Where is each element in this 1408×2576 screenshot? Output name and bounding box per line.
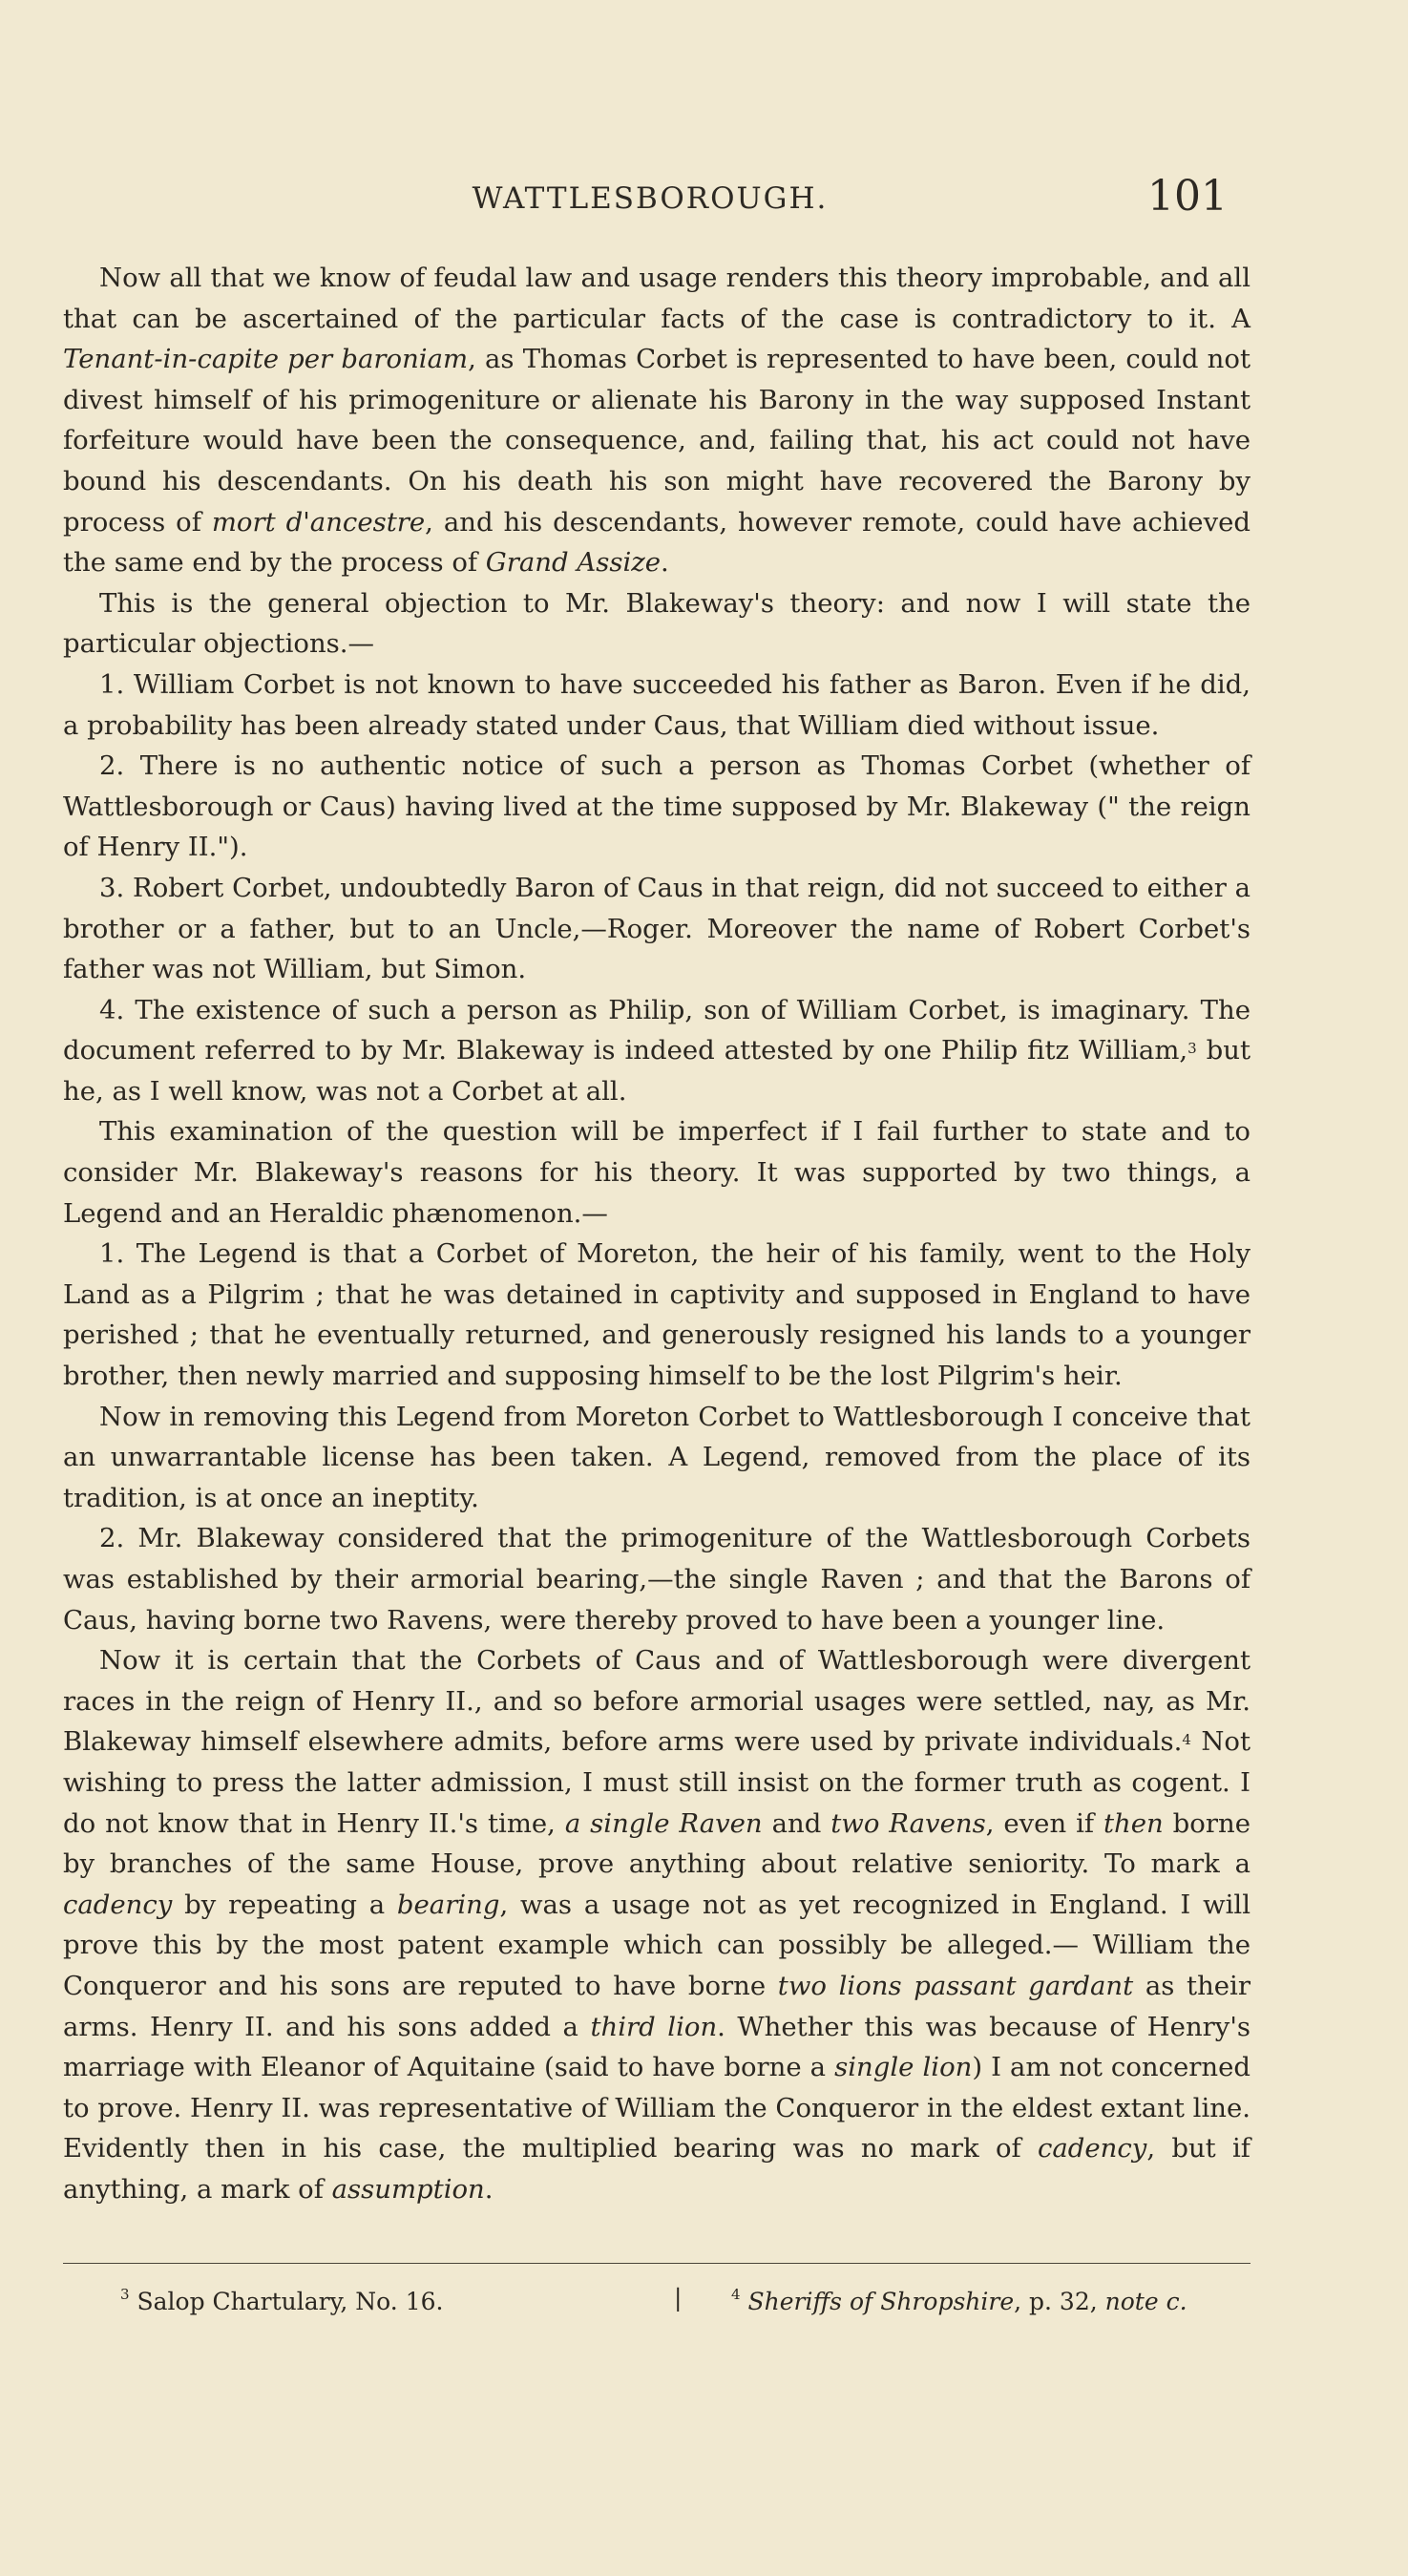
footnote-4 [731, 2288, 1187, 2315]
paragraph [63, 1111, 1250, 1234]
text-run: , as Thomas Corbet is represented to have been, could not divest himself of his primogeniture or alienate his Barony in the way supposed Instant forfeiture would have been the consequence, and, failing that, his act could not have bound his descendants. On his death his son might have recovered the Barony by process of [63, 344, 1250, 538]
text-run: 1. The Legend is that a Corbet of Moreton, the heir of his family, went to the Holy Land as a Pilgrim ; that he was detained in captivity and supposed in England to have perished ; that he eventually returned, and generously resigned his lands to a younger brother, then newly married and supposing himself to be the lost Pilgrim's heir. [63, 1238, 1250, 1392]
paragraph [63, 868, 1250, 990]
text-run: , was a usage not as yet recognized in England. I will prove this by the most patent example which can possibly be alleged.— William the Conqueror and his sons are reputed to have borne [63, 1889, 1250, 2001]
italic-text: cadency [1038, 2133, 1147, 2164]
italic-text: two Ravens [830, 1807, 986, 1839]
text-run: . [484, 2173, 494, 2205]
italic-text: two lions passant gardant [777, 1970, 1134, 2001]
text-run: 4. The existence of such a person as Philip, son of William Corbet, is imaginary. The document referred to by Mr. Blakeway is indeed attested by one Philip fitz William, [63, 994, 1250, 1066]
italic-text: assumption [331, 2173, 485, 2205]
footnote-ref: 4 [1182, 1731, 1191, 1749]
text-run: ) I am not concerned to prove. Henry II. was representative of William the Conqueror in the eldest extant line. Evidently then in his case, the multiplied bearing was no mark of [63, 2052, 1250, 2164]
paragraph [63, 1640, 1250, 2209]
footnote-marker: 3 [120, 2286, 130, 2303]
italic-text: mort d'ancestre [211, 506, 426, 538]
italic-text: cadency [63, 1889, 173, 1920]
italic-text: single lion [834, 2052, 973, 2083]
text-run: by repeating a [172, 1889, 397, 1920]
text-run: Now all that we know of feudal law and usage renders this theory improbable, and all that can be ascertained of the particular facts of the case is contradictory to it. A [63, 263, 1250, 334]
body-text [63, 258, 1250, 2210]
paragraph [63, 1397, 1250, 1519]
text-run: Now in removing this Legend from Moreton Corbet to Wattlesborough I conceive that an unwarrantable license has been taken. A Legend, removed from the place of its tradition, is at once an ineptity. [63, 1401, 1250, 1513]
paragraph [63, 1234, 1250, 1396]
text-run: . Whether this was because of Henry's marriage with Eleanor of Aquitaine (said to have borne a [63, 2011, 1251, 2083]
text-run: as their arms. Henry II. and his sons added a [63, 1970, 1250, 2042]
footnote-source: Sheriffs of Shropshire [747, 2288, 1015, 2315]
footnote-marker: 4 [731, 2286, 741, 2303]
text-run: and [762, 1807, 831, 1839]
text-run: This is the general objection to Mr. Blakeway's theory: and now I will state the particular objections.— [63, 587, 1250, 660]
text-run: This examination of the question will be imperfect if I fail further to state and to consider Mr. Blakeway's reasons for his theory. It was supported by two things, a Legend and an Heraldic phænomenon.— [63, 1116, 1250, 1229]
text-run: but he, as I well know, was not a Corbet at all. [63, 1035, 1251, 1107]
running-title: WATTLESBOROUGH. [472, 181, 829, 216]
text-run: 2. There is no authentic notice of such a person as Thomas Corbet (whether of Wattlesborough or Caus) having lived at the time supposed by Mr. Blakeway (" the reign of Henry II."). [63, 750, 1250, 863]
italic-text: Tenant-in-capite per baroniam [63, 344, 469, 375]
italic-text: then [1103, 1807, 1164, 1839]
footnote-rule [63, 2263, 1250, 2264]
footnote-note: note c. [1104, 2288, 1187, 2315]
text-run: , even if [985, 1807, 1103, 1839]
text-run: Now it is certain that the Corbets of Caus and of Wattlesborough were divergent races in the reign of Henry II., and so before armorial usages were settled, nay, as Mr. Blakeway himself elsewhere admits, before arms were used by private individuals. [63, 1645, 1250, 1758]
footnote-ref: 3 [1187, 1040, 1197, 1058]
text-run: . [661, 547, 669, 579]
paragraph [63, 258, 1250, 583]
page-number: 101 [1147, 172, 1228, 221]
italic-text: bearing [396, 1889, 500, 1920]
footnote-separator: | [674, 2284, 683, 2312]
paragraph [63, 665, 1250, 746]
paragraph [63, 1518, 1250, 1640]
footnote-page: , p. 32, [1014, 2288, 1105, 2315]
italic-text: Grand Assize [485, 547, 662, 579]
text-run: , but if anything, a mark of [63, 2133, 1250, 2205]
page-header [63, 172, 1237, 229]
footnote-3 [120, 2288, 443, 2315]
paragraph [63, 583, 1250, 665]
italic-text: third lion [590, 2011, 718, 2042]
text-run: Not wishing to press the latter admission, I must still insist on the former truth as cogent. I do not know that in Henry II.'s time, [63, 1726, 1250, 1839]
text-run: 1. William Corbet is not known to have succeeded his father as Baron. Even if he did, a probability has been already stated under Caus, that William died without issue. [63, 668, 1250, 741]
paragraph [63, 746, 1250, 868]
text-run: 3. Robert Corbet, undoubtedly Baron of Caus in that reign, did not succeed to either a brother or a father, but to an Uncle,—Roger. Moreover the name of Robert Corbet's father was not William, but Simon. [63, 872, 1250, 985]
text-run: , and his descendants, however remote, could have achieved the same end by the process of [63, 506, 1250, 579]
text-run: 2. Mr. Blakeway considered that the primogeniture of the Wattlesborough Corbets was established by their armorial bearing,—the single Raven ; and that the Barons of Caus, having borne two Ravens, were thereby proved to have been a younger line. [63, 1523, 1250, 1636]
text-run: borne by branches of the same House, prove anything about relative seniority. To mark a [63, 1807, 1250, 1880]
italic-text: a single Raven [564, 1807, 763, 1839]
paragraph [63, 990, 1250, 1112]
footnote-text: Salop Chartulary, No. 16. [137, 2288, 444, 2315]
